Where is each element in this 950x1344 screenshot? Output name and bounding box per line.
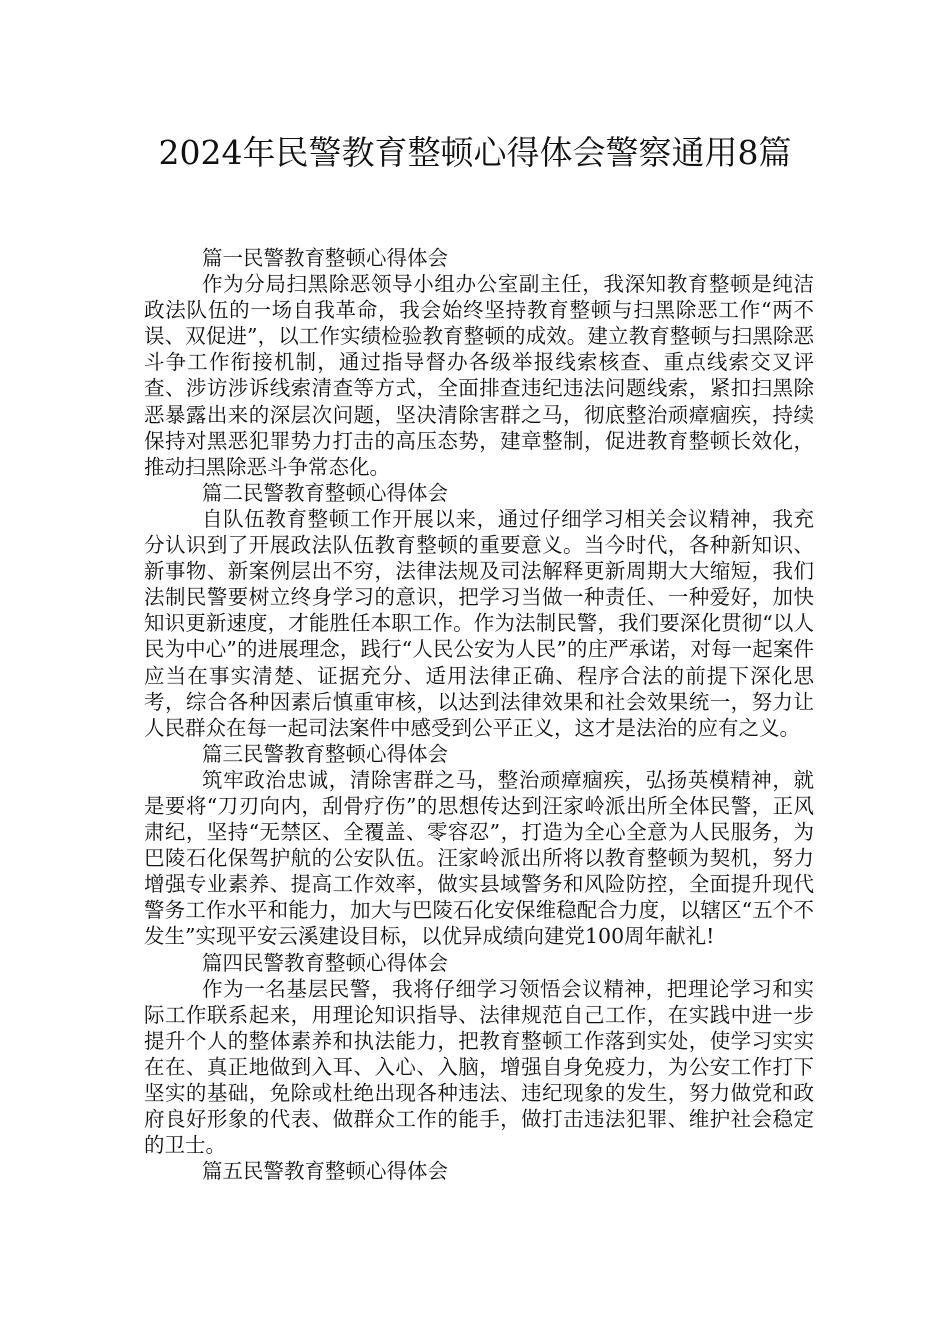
document-body — [144, 245, 814, 1184]
section-5-heading: 篇五民警教育整顿心得体会 — [202, 1159, 448, 1184]
document-title: 2024年民警教育整顿心得体会警察通用8篇 — [158, 133, 792, 172]
section-3-paragraph: 筑牢政治忠诚，清除害群之马，整治顽瘴痼疾，弘扬英模精神，就是要将“刀刃向内，刮骨疗伤”的思想传达到汪家岭派出所全体民警，正风肃纪，坚持“无禁区、全覆盖、零容忍”，打造为全心全意为人民服务，为巴陵石化保驾护航的公安队伍。汪家岭派出所将以教育整顿为契机，努力增强专业素养、提高工作效率，做实县域警务和风险防控，全面提升现代警务工作水平和能力，加大与巴陵石化安保维稳配合力度，以辖区“五个不发生”实现平安云溪建设目标，以优异成绩向建党100周年献礼! — [144, 767, 814, 949]
section-3-heading: 篇三民警教育整顿心得体会 — [202, 741, 448, 766]
section-4-paragraph: 作为一名基层民警，我将仔细学习领悟会议精神，把理论学习和实际工作联系起来，用理论知识指导、法律规范自己工作，在实践中进一步提升个人的整体素养和执法能力，把教育整顿工作落到实处，使学习实实在在、真正地做到入耳、入心、入脑，增强自身免疫力，为公安工作打下坚实的基础，免除或杜绝出现各种违法、违纪现象的发生，努力做党和政府良好形象的代表、做群众工作的能手，做打击违法犯罪、维护社会稳定的卫士。 — [144, 976, 814, 1158]
section-2-heading: 篇二民警教育整顿心得体会 — [202, 480, 448, 505]
section-1-paragraph: 作为分局扫黑除恶领导小组办公室副主任，我深知教育整顿是纯洁政法队伍的一场自我革命，我会始终坚持教育整顿与扫黑除恶工作“两不误、双促进”，以工作实绩检验教育整顿的成效。建立教育整顿与扫黑除恶斗争工作衔接机制，通过指导督办各级举报线索核查、重点线索交叉评查、涉访涉诉线索清查等方式，全面排查违纪违法问题线索，紧扣扫黑除恶暴露出来的深层次问题，坚决清除害群之马，彻底整治顽瘴痼疾，持续保持对黑恶犯罪势力打击的高压态势，建章整制，促进教育整顿长效化，推动扫黑除恶斗争常态化。 — [144, 272, 814, 479]
section-1-heading: 篇一民警教育整顿心得体会 — [202, 246, 448, 270]
section-4-heading: 篇四民警教育整顿心得体会 — [202, 950, 448, 975]
section-2-paragraph: 自队伍教育整顿工作开展以来，通过仔细学习相关会议精神，我充分认识到了开展政法队伍教育整顿的重要意义。当今时代，各种新知识、新事物、新案例层出不穷，法律法规及司法解释更新周期大大缩短，我们法制民警要树立终身学习的意识，把学习当做一种责任、一种爱好，加快知识更新速度，才能胜任本职工作。作为法制民警，我们要深化贯彻“以人民为中心”的进展理念，践行“人民公安为人民”的庄严承诺，对每一起案件应当在事实清楚、证据充分、适用法律正确、程序合法的前提下深化思考，综合各种因素后慎重审核，以达到法律效果和社会效果统一，努力让人民群众在每一起司法案件中感受到公平正义，这才是法治的应有之义。 — [144, 506, 814, 740]
